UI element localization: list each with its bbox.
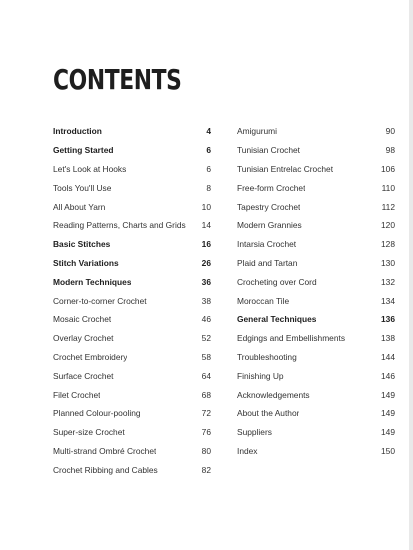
toc-entry[interactable]: [237, 254, 395, 273]
toc-entry[interactable]: [237, 348, 395, 367]
toc-entry[interactable]: [53, 178, 211, 197]
toc-entry[interactable]: [53, 254, 211, 273]
toc-entry[interactable]: [53, 160, 211, 179]
toc-entry-page-number: 64: [201, 370, 211, 381]
toc-entry-label: Acknowledgements: [237, 389, 310, 400]
toc-entry-label: All About Yarn: [53, 201, 106, 212]
toc-entry-page-number: 112: [381, 201, 395, 212]
toc-entry[interactable]: [237, 122, 395, 141]
toc-entry-page-number: 150: [381, 445, 395, 456]
toc-entry[interactable]: [53, 329, 211, 348]
toc-entry-label: Crocheting over Cord: [237, 276, 317, 287]
toc-entry[interactable]: [53, 235, 211, 254]
toc-entry[interactable]: [53, 404, 211, 423]
toc-entry-label: Index: [237, 445, 258, 456]
toc-entry-page-number: 80: [201, 445, 211, 456]
toc-entry[interactable]: [237, 141, 395, 160]
toc-entry-label: Tunisian Crochet: [237, 145, 300, 156]
toc-entry-page-number: 14: [201, 220, 211, 231]
contents-title: CONTENTS: [53, 63, 182, 96]
toc-entry-label: Multi-strand Ombré Crochet: [53, 445, 157, 456]
toc-entry-label: Getting Started: [53, 145, 114, 156]
toc-entry-page-number: 90: [385, 126, 395, 137]
toc-entry[interactable]: [53, 197, 211, 216]
toc-entry-page-number: 58: [201, 351, 211, 362]
toc-entry[interactable]: [237, 404, 395, 423]
toc-entry-page-number: 36: [201, 276, 211, 287]
toc-entry[interactable]: [237, 197, 395, 216]
toc-entry[interactable]: [53, 442, 211, 461]
toc-entry-label: Plaid and Tartan: [237, 257, 298, 268]
toc-entry-page-number: 134: [381, 295, 395, 306]
toc-entry-label: Amigurumi: [237, 126, 278, 137]
toc-entry-page-number: 10: [201, 201, 211, 212]
toc-entry-page-number: 6: [206, 163, 211, 174]
toc-entry[interactable]: [53, 141, 211, 160]
toc-entry-label: About the Author: [237, 408, 300, 419]
toc-entry-page-number: 68: [201, 389, 211, 400]
toc-entry-label: Mosaic Crochet: [53, 314, 112, 325]
toc-entry[interactable]: [53, 272, 211, 291]
toc-entry-page-number: 138: [381, 333, 395, 344]
toc-entry-label: Filet Crochet: [53, 389, 101, 400]
toc-entry-page-number: 98: [385, 145, 395, 156]
toc-entry-label: Tunisian Entrelac Crochet: [237, 163, 334, 174]
toc-entry-page-number: 4: [206, 126, 211, 137]
toc-entry-page-number: 6: [206, 145, 211, 156]
toc-entry-label: Suppliers: [237, 427, 272, 438]
toc-left-column: [53, 122, 211, 479]
toc-entry-label: Introduction: [53, 126, 102, 137]
toc-entry-page-number: 146: [381, 370, 395, 381]
toc-entry-page-number: 16: [201, 239, 211, 250]
toc-entry[interactable]: [237, 235, 395, 254]
toc-entry[interactable]: [237, 385, 395, 404]
toc-entry-label: Basic Stitches: [53, 239, 111, 250]
toc-entry-label: Finishing Up: [237, 370, 284, 381]
toc-entry-page-number: 144: [381, 351, 395, 362]
toc-entry[interactable]: [237, 291, 395, 310]
toc-entry[interactable]: [53, 348, 211, 367]
toc-entry-label: Planned Colour-pooling: [53, 408, 141, 419]
toc-entry-label: Intarsia Crochet: [237, 239, 297, 250]
toc-entry[interactable]: [53, 423, 211, 442]
toc-entry-label: Moroccan Tile: [237, 295, 290, 306]
toc-entry-page-number: 52: [201, 333, 211, 344]
toc-entry-label: Tapestry Crochet: [237, 201, 301, 212]
toc-entry-label: Troubleshooting: [237, 351, 297, 362]
toc-entry-label: Crochet Embroidery: [53, 351, 128, 362]
toc-entry[interactable]: [237, 366, 395, 385]
toc-entry[interactable]: [237, 442, 395, 461]
toc-entry-page-number: 106: [381, 163, 395, 174]
toc-entry-page-number: 72: [201, 408, 211, 419]
toc-entry-label: Overlay Crochet: [53, 333, 114, 344]
toc-entry-label: Let's Look at Hooks: [53, 163, 127, 174]
toc-entry-page-number: 136: [381, 314, 395, 325]
toc-entry[interactable]: [53, 216, 211, 235]
toc-entry-label: Modern Techniques: [53, 276, 132, 287]
toc-entry-label: Modern Grannies: [237, 220, 302, 231]
toc-entry-page-number: 46: [201, 314, 211, 325]
toc-entry[interactable]: [53, 460, 211, 479]
toc-entry-page-number: 26: [201, 257, 211, 268]
toc-entry-page-number: 76: [201, 427, 211, 438]
toc-entry[interactable]: [237, 272, 395, 291]
toc-entry[interactable]: [237, 423, 395, 442]
toc-entry-label: General Techniques: [237, 314, 317, 325]
toc-entry[interactable]: [237, 178, 395, 197]
toc-entry[interactable]: [237, 216, 395, 235]
toc-entry-page-number: 38: [201, 295, 211, 306]
toc-entry-page-number: 110: [381, 182, 395, 193]
toc-entry[interactable]: [53, 385, 211, 404]
page-edge-shadow: [409, 0, 413, 550]
toc-entry-label: Crochet Ribbing and Cables: [53, 464, 158, 475]
toc-entry[interactable]: [53, 291, 211, 310]
toc-entry-label: Tools You'll Use: [53, 182, 112, 193]
toc-entry-label: Reading Patterns, Charts and Grids: [53, 220, 186, 231]
toc-right-column: [237, 122, 395, 460]
toc-entry-label: Surface Crochet: [53, 370, 114, 381]
toc-entry[interactable]: [237, 160, 395, 179]
toc-entry-page-number: 130: [381, 257, 395, 268]
toc-entry-page-number: 128: [381, 239, 395, 250]
toc-entry-page-number: 120: [381, 220, 395, 231]
toc-entry-page-number: 149: [381, 427, 395, 438]
toc-entry-page-number: 149: [381, 389, 395, 400]
toc-entry-label: Super-size Crochet: [53, 427, 125, 438]
toc-entry-label: Corner-to-corner Crochet: [53, 295, 147, 306]
toc-entry-page-number: 82: [201, 464, 211, 475]
toc-entry[interactable]: [237, 310, 395, 329]
toc-entry-page-number: 149: [381, 408, 395, 419]
toc-entry[interactable]: [53, 366, 211, 385]
toc-entry-page-number: 132: [381, 276, 395, 287]
toc-entry-page-number: 8: [206, 182, 211, 193]
toc-entry-label: Free-form Crochet: [237, 182, 306, 193]
toc-entry[interactable]: [53, 310, 211, 329]
toc-entry[interactable]: [237, 329, 395, 348]
toc-entry-label: Edgings and Embellishments: [237, 333, 346, 344]
toc-entry-label: Stitch Variations: [53, 257, 119, 268]
toc-entry[interactable]: [53, 122, 211, 141]
